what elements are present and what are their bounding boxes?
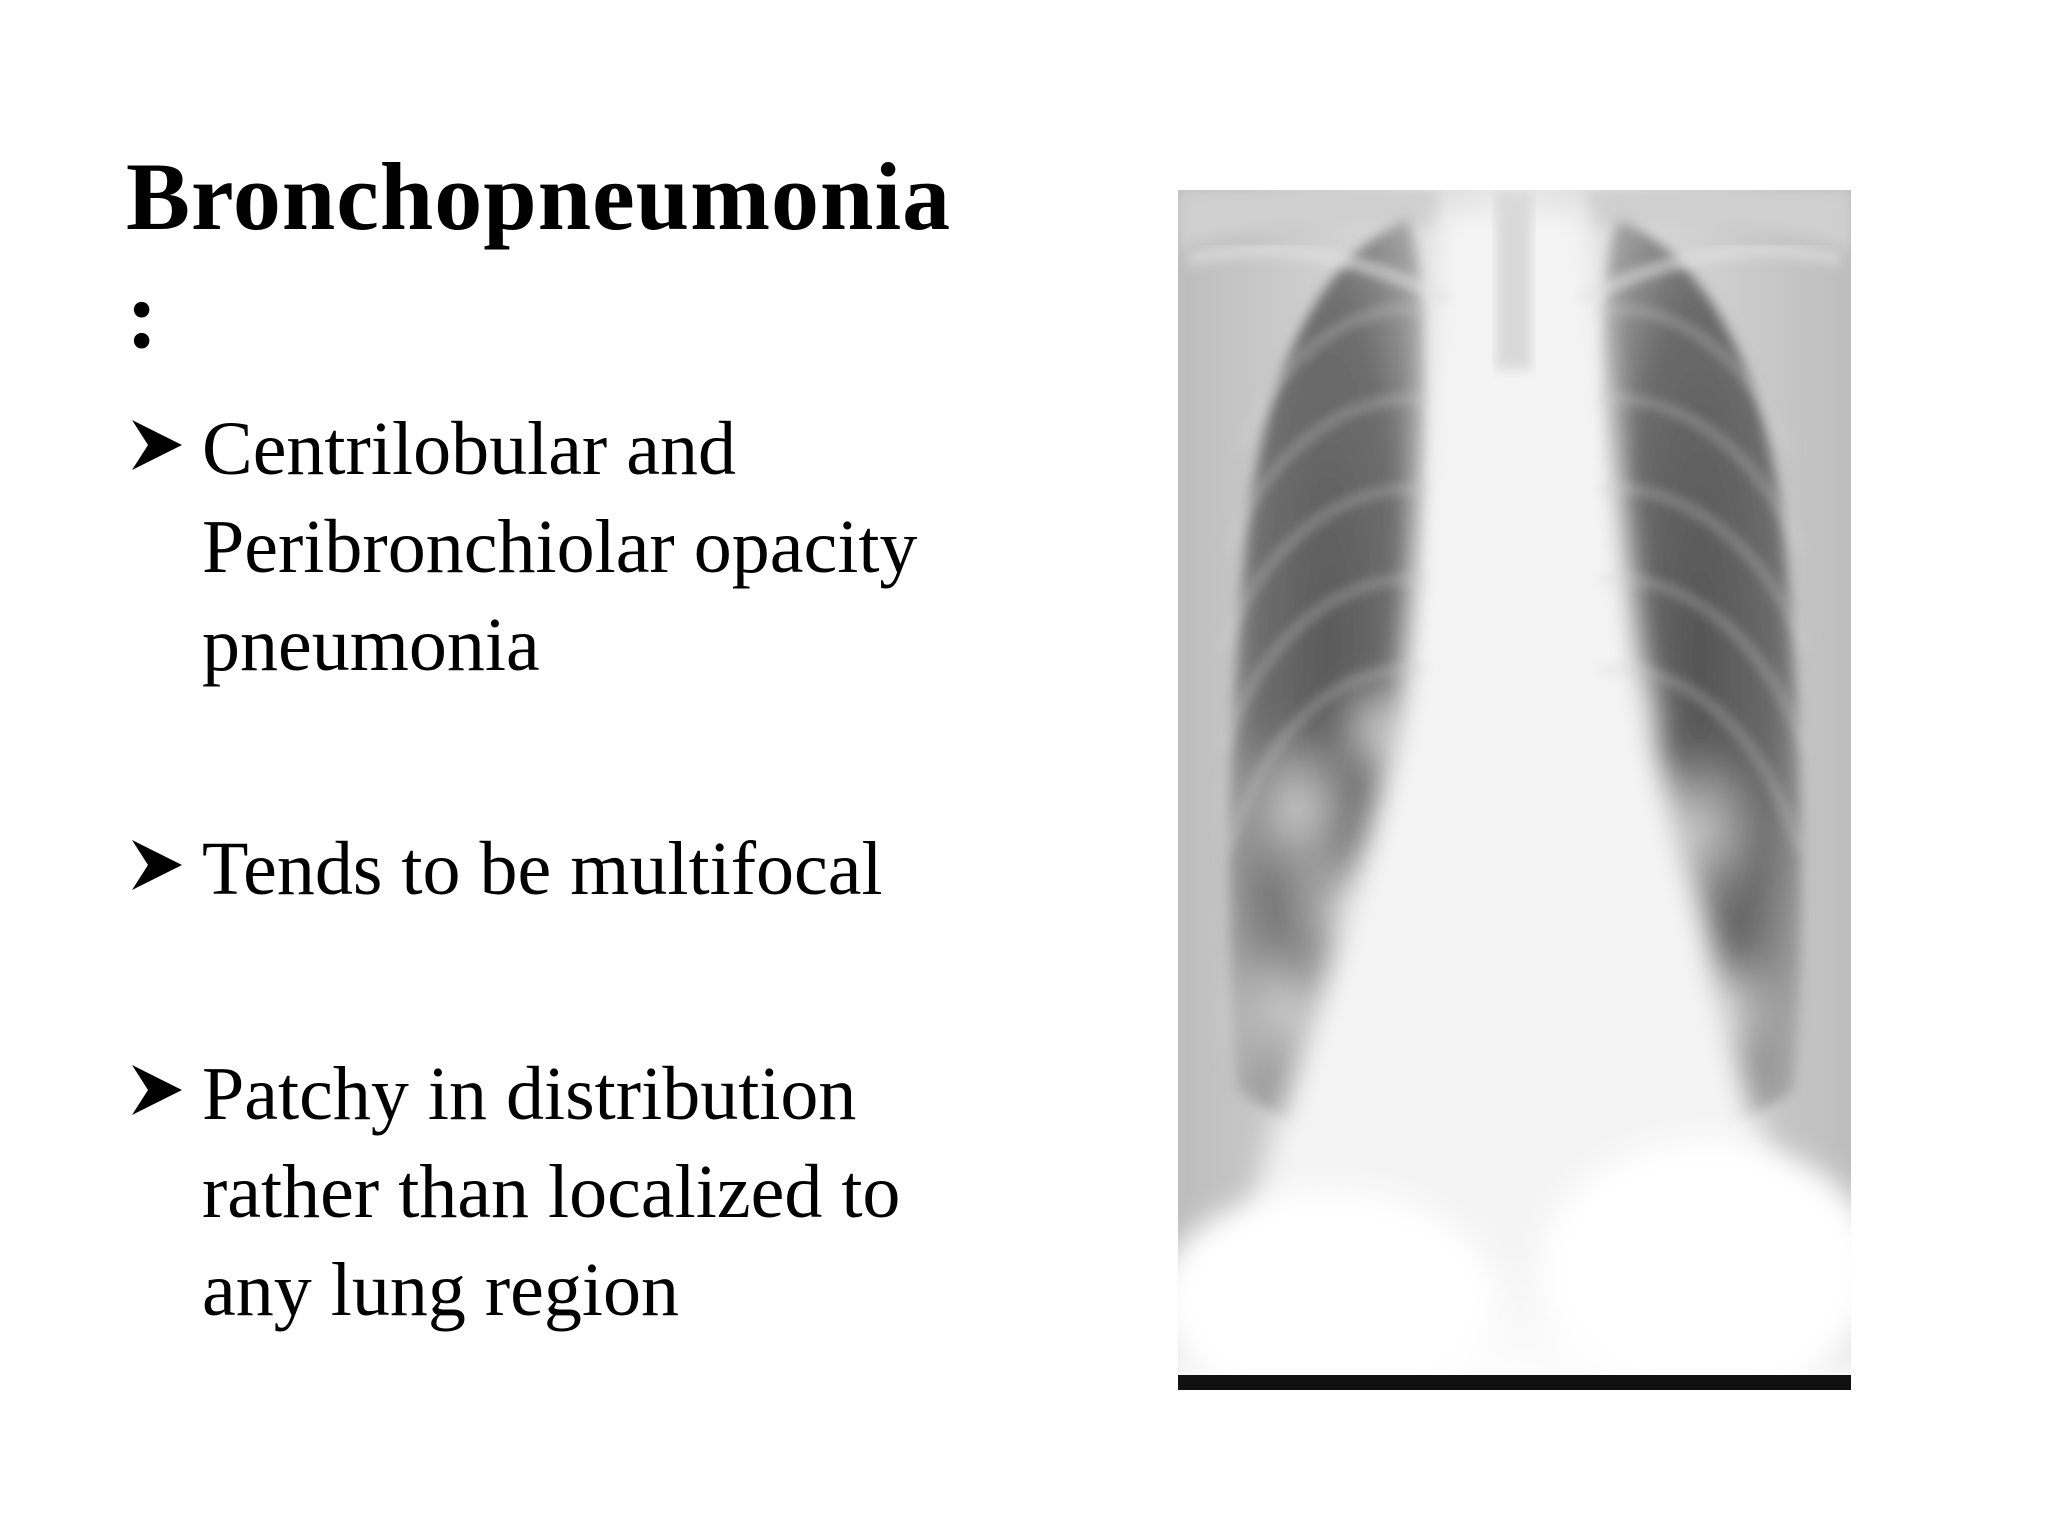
- bullet-item: [126, 400, 1026, 700]
- title-colon: :: [126, 261, 159, 368]
- arrowhead-bullet-icon: [130, 1063, 184, 1117]
- bullet-line: Centrilobular and: [202, 407, 736, 491]
- bullet-text: [202, 1045, 1082, 1339]
- bullet-line: rather than localized to: [202, 1150, 901, 1234]
- bullet-line: Patchy in distribution: [202, 1052, 857, 1136]
- bullet-item: [126, 820, 1026, 920]
- arrowhead-bullet-icon: [130, 418, 184, 472]
- bullet-line: Tends to be multifocal: [202, 827, 883, 911]
- bullet-item: [126, 1045, 1026, 1345]
- bullet-text: [202, 820, 1082, 918]
- chest-xray-image: [1178, 190, 1851, 1390]
- title-text: Bronchopneumonia: [126, 143, 952, 250]
- arrowhead-bullet-icon: [130, 838, 184, 892]
- bullet-text: [202, 400, 1082, 694]
- chest-xray-illustration: [1178, 190, 1851, 1390]
- bullet-line: Peribronchiolar opacity: [202, 505, 918, 589]
- bullet-line: pneumonia: [202, 603, 540, 687]
- bullet-line: any lung region: [202, 1248, 680, 1332]
- slide-title: [126, 138, 1026, 374]
